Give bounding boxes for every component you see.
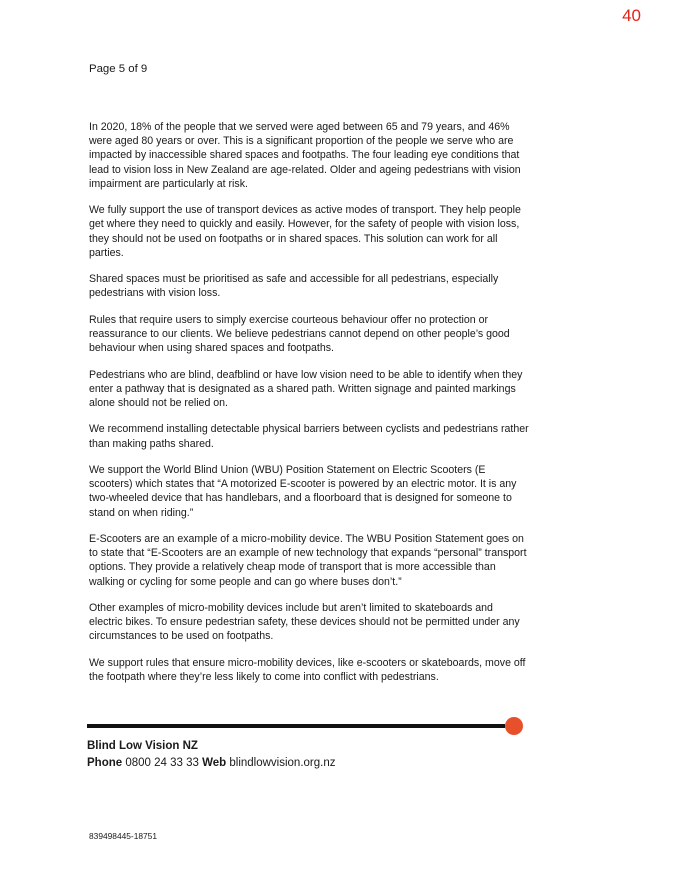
web-label: Web <box>202 757 227 769</box>
paragraph: Rules that require users to simply exercise courteous behaviour offer no protection or reassurance to our clients. We believe pedestrians cannot depend on other people’s good behaviour when using shared spaces and footpaths. <box>89 313 510 355</box>
footer-accent-dot <box>505 717 523 735</box>
footer-contact <box>87 757 336 769</box>
document-id: 839498445-18751 <box>89 831 157 841</box>
paragraph: Pedestrians who are blind, deafblind or have low vision need to be able to identify when they enter a pathway that is designated as a shared path. Written signage and painted markings alone should not be relied on. <box>89 368 523 409</box>
web-address: blindlowvision.org.nz <box>229 757 336 769</box>
footer-rule <box>87 724 505 728</box>
phone-label: Phone <box>87 757 123 769</box>
paragraph: We fully support the use of transport devices as active modes of transport. They help people get where they need to quickly and easily. However, for the safety of people with vision loss, they should not be used on footpaths or in shared spaces. This solution can work for all parties. <box>89 204 521 259</box>
paragraph: We recommend installing detectable physical barriers between cyclists and pedestrians rather than making paths shared. <box>89 423 529 450</box>
paragraph: Other examples of micro-mobility devices include but aren’t limited to skateboards and electric bikes. To ensure pedestrian safety, these devices should not be permitted under any circumstances to be used on footpaths. <box>89 601 520 643</box>
paragraph: We support rules that ensure micro-mobility devices, like e-scooters or skateboards, move off the footpath where they’re less likely to come into conflict with pedestrians. <box>89 656 526 683</box>
page-indicator: Page 5 of 9 <box>89 63 148 75</box>
paragraph: Shared spaces must be prioritised as safe and accessible for all pedestrians, especially pedestrians with vision loss. <box>89 273 499 300</box>
body-text <box>89 120 529 696</box>
paragraph: We support the World Blind Union (WBU) Position Statement on Electric Scooters (E scooters) which states that “A motorized E-scooter is powered by an electric motor. It is any two-wheeled device that has handlebars, and a floorboard that is designed for someone to stand on when riding.” <box>89 463 517 519</box>
paragraph: In 2020, 18% of the people that we served were aged between 65 and 79 years, and 46% were aged 80 years or over. This is a significant proportion of the people we serve who are impacted by inaccessible shared spaces and footpaths. The four leading eye conditions that lead to vision loss in New Zealand are age-related. Older and ageing pedestrians with vision impairment are particularly at risk. <box>89 121 521 190</box>
paragraph: E-Scooters are an example of a micro-mobility device. The WBU Position Statement goes on to state that “E-Scooters are an example of new technology that expands “personal” transport options. They provide a relatively cheap mode of transport that is more accessible than walking or cycling for some people and can go where buses don’t.” <box>89 532 527 588</box>
footer-org-name: Blind Low Vision NZ <box>87 740 198 752</box>
phone-number: 0800 24 33 33 <box>125 757 199 769</box>
page-number-stamp: 40 <box>622 6 641 25</box>
